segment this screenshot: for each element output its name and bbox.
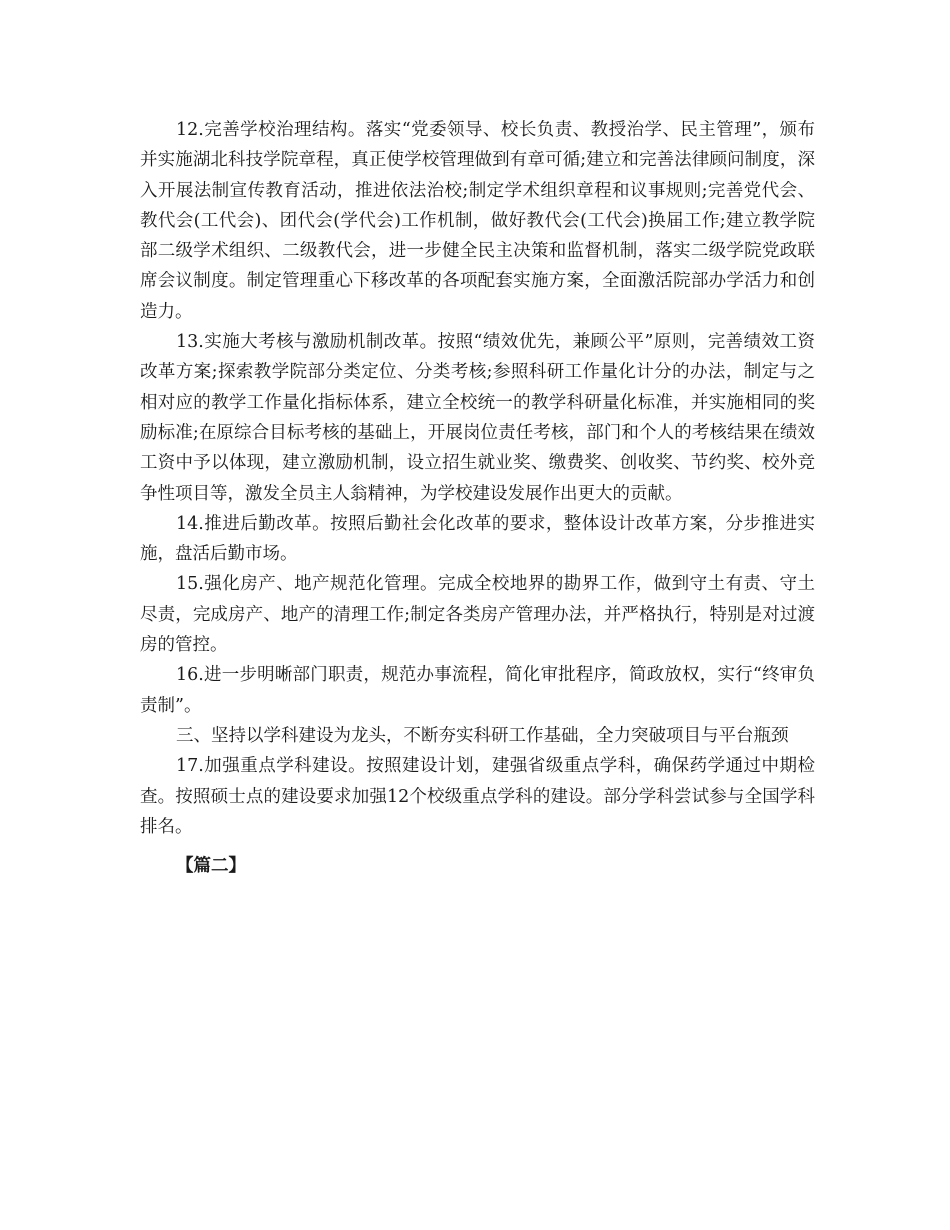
section-heading: 三、坚持以学科建设为龙头，不断夯实科研工作基础，全力突破项目与平台瓶颈 — [176, 725, 789, 746]
paragraph-13: 13.实施大考核与激励机制改革。按照“绩效优先，兼顾公平”原则，完善绩效工资改革方案;探索教学院部分类定位、分类考核;参照科研工作量化计分的办法，制定与之相对应的教学工作量化指标体系，建立全校统一的教学科研量化标准，并实施相同的奖励标准;在原综合目标考核的基础上，开展岗位责任考核，部门和个人的考核结果在绩效工资中予以体现，建立激励机制，设立招生就业奖、缴费奖、创收奖、节约奖、校外竞争性项目等，激发全员主人翁精神，为学校建设发展作出更大的贡献。 — [140, 332, 815, 504]
paragraph-12: 12.完善学校治理结构。落实“党委领导、校长负责、教授治学、民主管理”，颁布并实施湖北科技学院章程，真正使学校管理做到有章可循;建立和完善法律顾问制度，深入开展法制宣传教育活动，推进依法治校;制定学术组织章程和议事规则;完善党代会、教代会(工代会)、团代会(学代会)工作机制，做好教代会(工代会)换届工作;建立教学院部二级学术组织、二级教代会，进一步健全民主决策和监督机制，落实二级学院党政联席会议制度。制定管理重心下移改革的各项配套实施方案，全面激活院部办学活力和创造力。 — [140, 120, 815, 322]
paragraph-14: 14.推进后勤改革。按照后勤社会化改革的要求，整体设计改革方案，分步推进实施，盘活后勤市场。 — [140, 513, 815, 565]
document-body — [140, 115, 815, 881]
paragraph-15: 15.强化房产、地产规范化管理。完成全校地界的勘界工作，做到守土有责、守土尽责，完成房产、地产的清理工作;制定各类房产管理办法，并严格执行，特别是对过渡房的管控。 — [140, 574, 815, 656]
paragraph-17: 17.加强重点学科建设。按照建设计划，建强省级重点学科，确保药学通过中期检查。按照硕士点的建设要求加强12个校级重点学科的建设。部分学科尝试参与全国学科排名。 — [140, 756, 815, 837]
part-label: 【篇二】 — [176, 856, 246, 877]
paragraph-16: 16.进一步明晰部门职责，规范办事流程，简化审批程序，简政放权，实行“终审负责制”。 — [140, 665, 815, 716]
